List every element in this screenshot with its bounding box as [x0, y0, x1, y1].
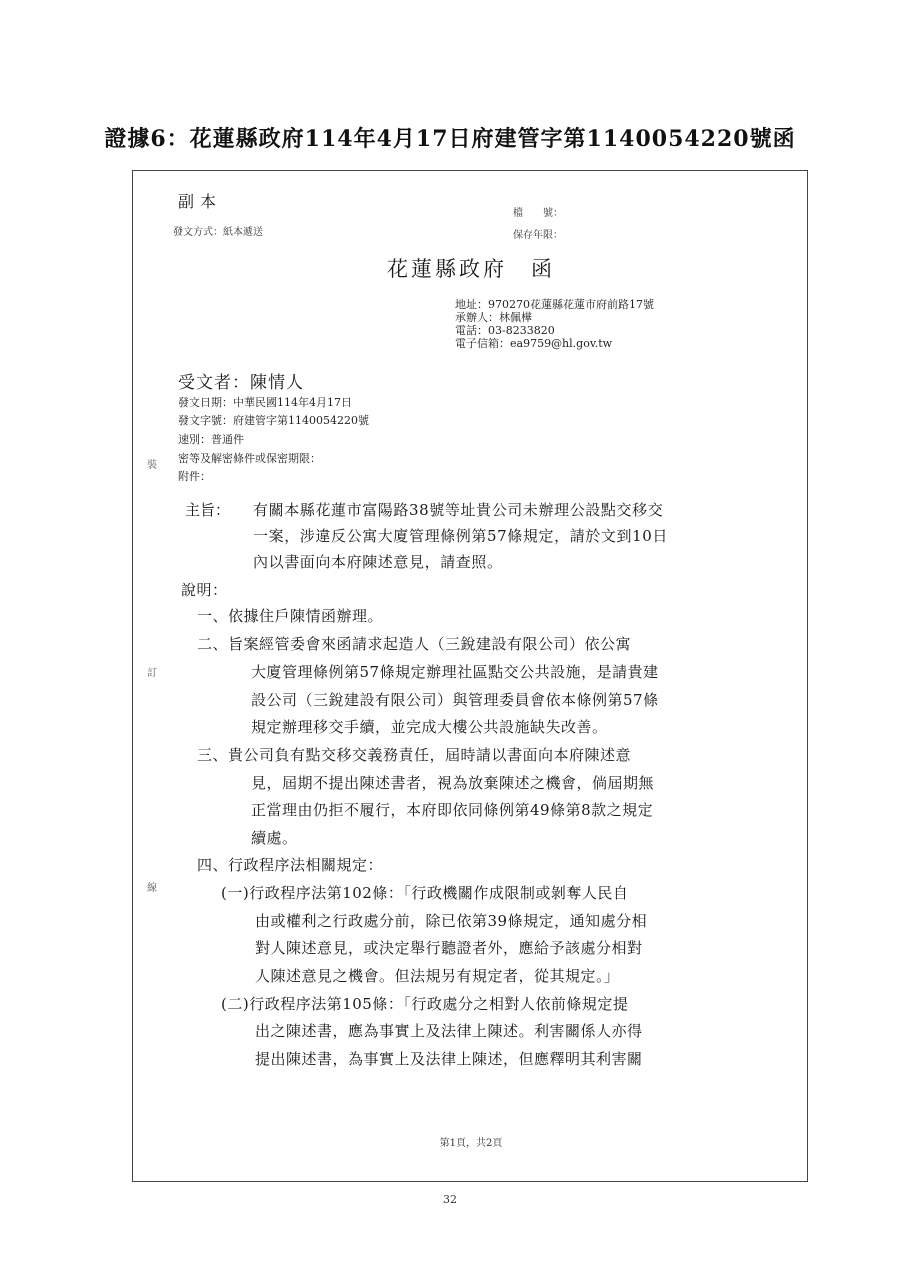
explanation-line: 提出陳述書，為事實上及法律上陳述，但應釋明其利害關	[255, 1050, 643, 1068]
explanation-line: 續處。	[251, 829, 298, 847]
issue-date: 發文日期：中華民國114年4月17日	[178, 396, 352, 409]
contact-phone: 電話：03-8233820	[455, 324, 555, 337]
attachment-label: 附件：	[178, 470, 211, 483]
explanation-line: 正當理由仍拒不履行，本府即依同條例第49條第8款之規定	[251, 801, 654, 819]
page-heading: 證據6：花蓮縣政府114年4月17日府建管字第1140054220號函	[104, 126, 796, 152]
explanation-line: 設公司（三銳建設有限公司）與管理委員會依本條例第57條	[251, 691, 659, 709]
explanation-line: 由或權利之行政處分前，除已依第39條規定，通知處分相	[255, 912, 648, 930]
subject-line: 內以書面向本府陳述意見，請查照。	[253, 553, 503, 571]
explanation-line: 對人陳述意見，或決定舉行聽證者外，應給予該處分相對	[255, 939, 643, 957]
send-method: 發文方式：紙本遞送	[173, 227, 263, 238]
contact-email: 電子信箱：ea9759@hl.gov.tw	[455, 337, 613, 350]
document-number: 發文字號：府建管字第1140054220號	[178, 414, 369, 427]
subject-label: 主旨：	[185, 501, 231, 519]
explanation-line: 四、行政程序法相關規定：	[197, 856, 384, 874]
explanation-line: 規定辦理移交手續，並完成大樓公共設施缺失改善。	[251, 718, 608, 736]
copy-label: 副本	[178, 192, 223, 211]
explanation-line: 二、旨案經管委會來函請求起造人（三銳建設有限公司）依公寓	[197, 635, 632, 653]
explanation-line: 出之陳述書，應為事實上及法律上陳述。利害關係人亦得	[255, 1022, 643, 1040]
page-number: 32	[443, 1193, 457, 1206]
subject-line: 一案，涉違反公寓大廈管理條例第57條規定，請於文到10日	[253, 527, 668, 545]
page-count-footer: 第1頁，共2頁	[439, 1138, 503, 1149]
secrecy-level: 密等及解密條件或保密期限：	[178, 452, 321, 465]
explanation-line: 大廈管理條例第57條規定辦理社區點交公共設施，是請貴建	[251, 663, 659, 681]
explanation-label: 說明：	[181, 581, 228, 599]
agency-title: 花蓮縣政府 函	[387, 257, 555, 281]
explanation-line: 見，屆期不提出陳述書者，視為放棄陳述之機會，倘屆期無	[251, 774, 655, 792]
binding-mark: 裝	[147, 460, 157, 471]
speed-class: 速別：普通件	[178, 433, 244, 446]
explanation-line: 一、依據住戶陳情函辦理。	[197, 607, 384, 625]
explanation-line: (一)行政程序法第102條：「行政機關作成限制或剝奪人民自	[221, 884, 629, 902]
contact-address: 地址：970270花蓮縣花蓮市府前路17號	[455, 298, 654, 311]
explanation-line: (二)行政程序法第105條：「行政處分之相對人依前條規定提	[221, 995, 629, 1013]
binding-mark: 線	[147, 883, 157, 894]
recipient: 受文者：陳情人	[178, 373, 304, 393]
explanation-line: 三、貴公司負有點交移交義務責任，屆時請以書面向本府陳述意	[197, 746, 632, 764]
file-number-label: 檔 號：	[513, 208, 563, 219]
explanation-line: 人陳述意見之機會。但法規另有規定者，從其規定。」	[255, 967, 620, 985]
binding-mark: 訂	[147, 668, 157, 679]
official-letter	[132, 170, 808, 1182]
subject-line: 有關本縣花蓮市富陽路38號等址貴公司未辦理公設點交移交	[253, 501, 664, 519]
contact-handler: 承辦人：林佩樺	[455, 311, 532, 324]
retention-label: 保存年限：	[513, 230, 563, 241]
